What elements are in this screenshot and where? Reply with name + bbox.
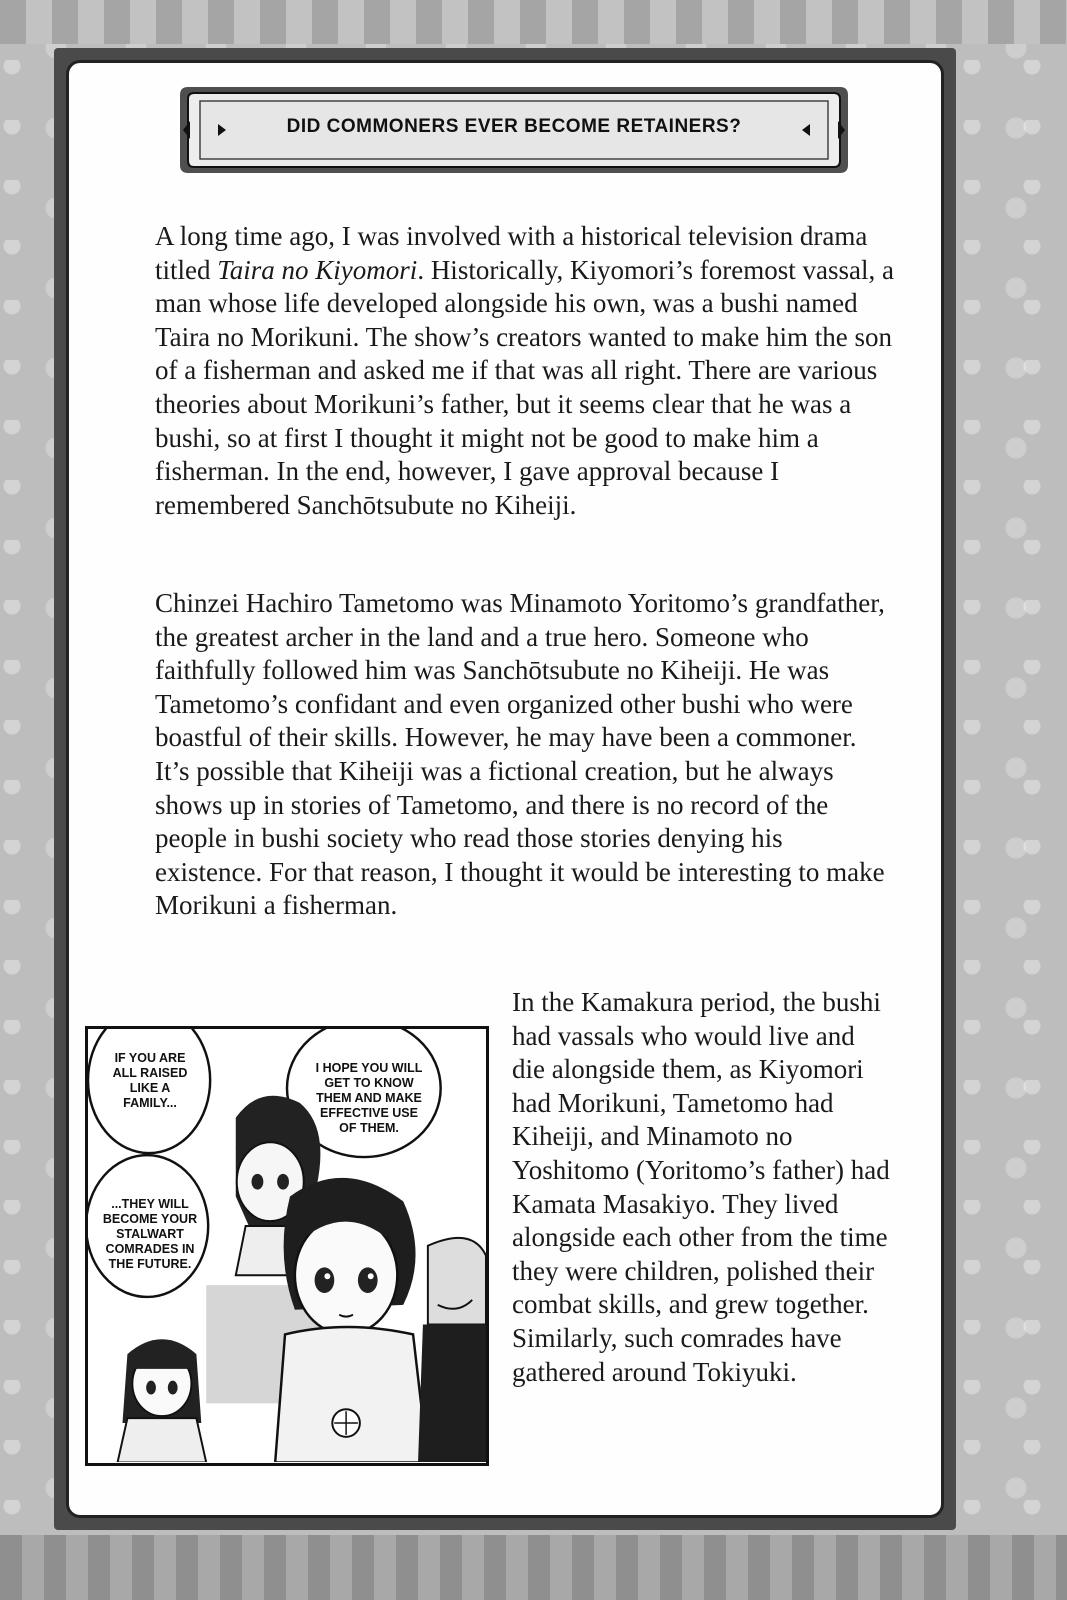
bubble-3-text: ...THEY WILL BECOME YOUR STALWART COMRADES IN THE FUTURE. bbox=[102, 1197, 198, 1271]
paragraph-1 bbox=[155, 220, 895, 522]
manga-panel bbox=[85, 1026, 489, 1466]
top-decorative-border bbox=[0, 0, 1067, 44]
paragraph-1-part-b: . Historically, Kiyomori’s foremost vassal, a man whose life developed alongside his own, was a bushi named Taira no Morikuni. The show’s creators wanted to make him the son of a fisherman and asked me if that was all right. There are various theories about Morikuni’s father, but it seems clear that he was a bushi, so at first I thought it might not be good to make him a fisherman. In the end, however, I gave approval because I remembered Sanchōtsubute no Kiheiji. bbox=[155, 254, 894, 520]
paragraph-2: Chinzei Hachiro Tametomo was Minamoto Yoritomo’s grandfather, the greatest archer in the land and a true hero. Someone who faithfully followed him was Sanchōtsubute no Kiheiji. He was Tametomo’s confidant and even organized other bushi who were boastful of their skills. However, he may have been a commoner. It’s possible that Kiheiji was a fictional creation, but he always shows up in stories of Tametomo, and there is no record of the people in bushi society who read those stories denying his existence. For that reason, I thought it would be interesting to make Morikuni a fisherman. bbox=[155, 588, 885, 921]
bottom-decorative-border bbox=[0, 1535, 1067, 1600]
title-banner bbox=[176, 81, 852, 179]
paragraph-1-part-a: A long time ago, I was involved with a historical television drama titled bbox=[155, 221, 868, 285]
bubble-1-text: IF YOU ARE ALL RAISED LIKE A FAMILY... bbox=[112, 1051, 188, 1110]
banner-title: DID COMMONERS EVER BECOME RETAINERS? bbox=[286, 116, 742, 137]
paragraph-3: In the Kamakura period, the bushi had vassals who would live and die alongside them, as Kiyomori had Morikuni, Tametomo had Kiheiji, and Minamoto no Yoshitomo (Yoritomo’s father) had Kamata Masakiyo. They lived alongside each other from the time they were children, polished their combat skills, and grew together. Similarly, such comrades have gathered around Tokiyuki. bbox=[512, 987, 890, 1387]
paragraph-1-title: Taira no Kiyomori bbox=[217, 254, 418, 285]
bubble-2-text: I HOPE YOU WILL GET TO KNOW THEM AND MAKE EFFECTIVE USE OF THEM. bbox=[315, 1061, 423, 1135]
